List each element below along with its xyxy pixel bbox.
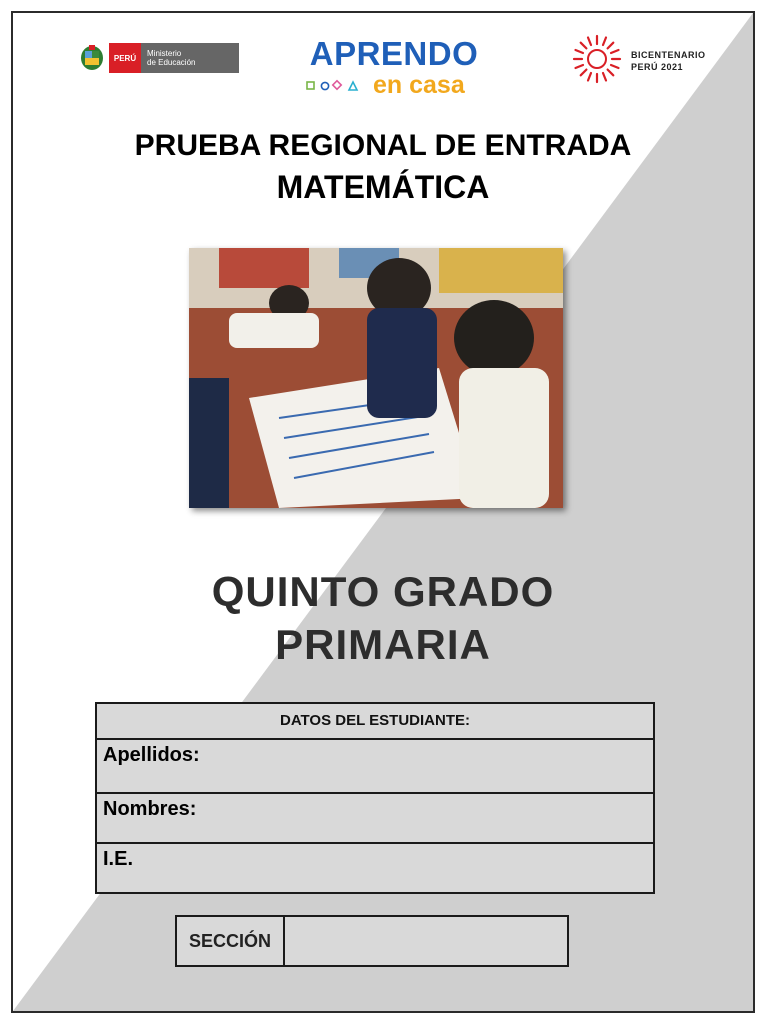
peru-label: PERÚ (109, 43, 141, 73)
given-names-label: Nombres: (103, 798, 197, 820)
ministry-line-2: de Educación (147, 58, 196, 67)
grade-title: QUINTO GRADO (211, 568, 555, 615)
bicentenario-line-1: BICENTENARIO (631, 50, 706, 60)
exam-title: PRUEBA REGIONAL DE ENTRADA (134, 129, 632, 162)
school-label: I.E. (103, 848, 134, 870)
level-title: PRIMARIA (275, 621, 491, 668)
section-field[interactable] (285, 917, 567, 965)
aprendo-en-casa-logo (299, 35, 489, 99)
aprendo-subtitle: en casa (373, 71, 465, 99)
bicentenario-text (631, 49, 706, 73)
section-box (175, 915, 569, 967)
classroom-photo (189, 248, 563, 508)
ministry-line-1: Ministerio (147, 49, 182, 58)
minedu-logo (79, 41, 239, 75)
peru-coat-of-arms-icon (79, 43, 105, 73)
student-data-form (95, 702, 655, 894)
aprendo-title: APRENDO (309, 35, 479, 72)
subject-title: MATEMÁTICA (276, 169, 490, 205)
ministry-label (141, 43, 239, 73)
colored-shapes-icon (305, 79, 365, 93)
cover-page (11, 11, 755, 1013)
bicentenario-line-2: PERÚ 2021 (631, 62, 684, 72)
bicentenario-logo (571, 33, 721, 87)
surname-field[interactable] (97, 740, 653, 794)
bicentenario-seal-icon (571, 33, 623, 85)
surname-label: Apellidos: (103, 744, 200, 766)
student-data-heading: DATOS DEL ESTUDIANTE: (97, 704, 653, 740)
school-field[interactable] (97, 844, 653, 892)
given-names-field[interactable] (97, 794, 653, 844)
section-label: SECCIÓN (177, 917, 285, 965)
